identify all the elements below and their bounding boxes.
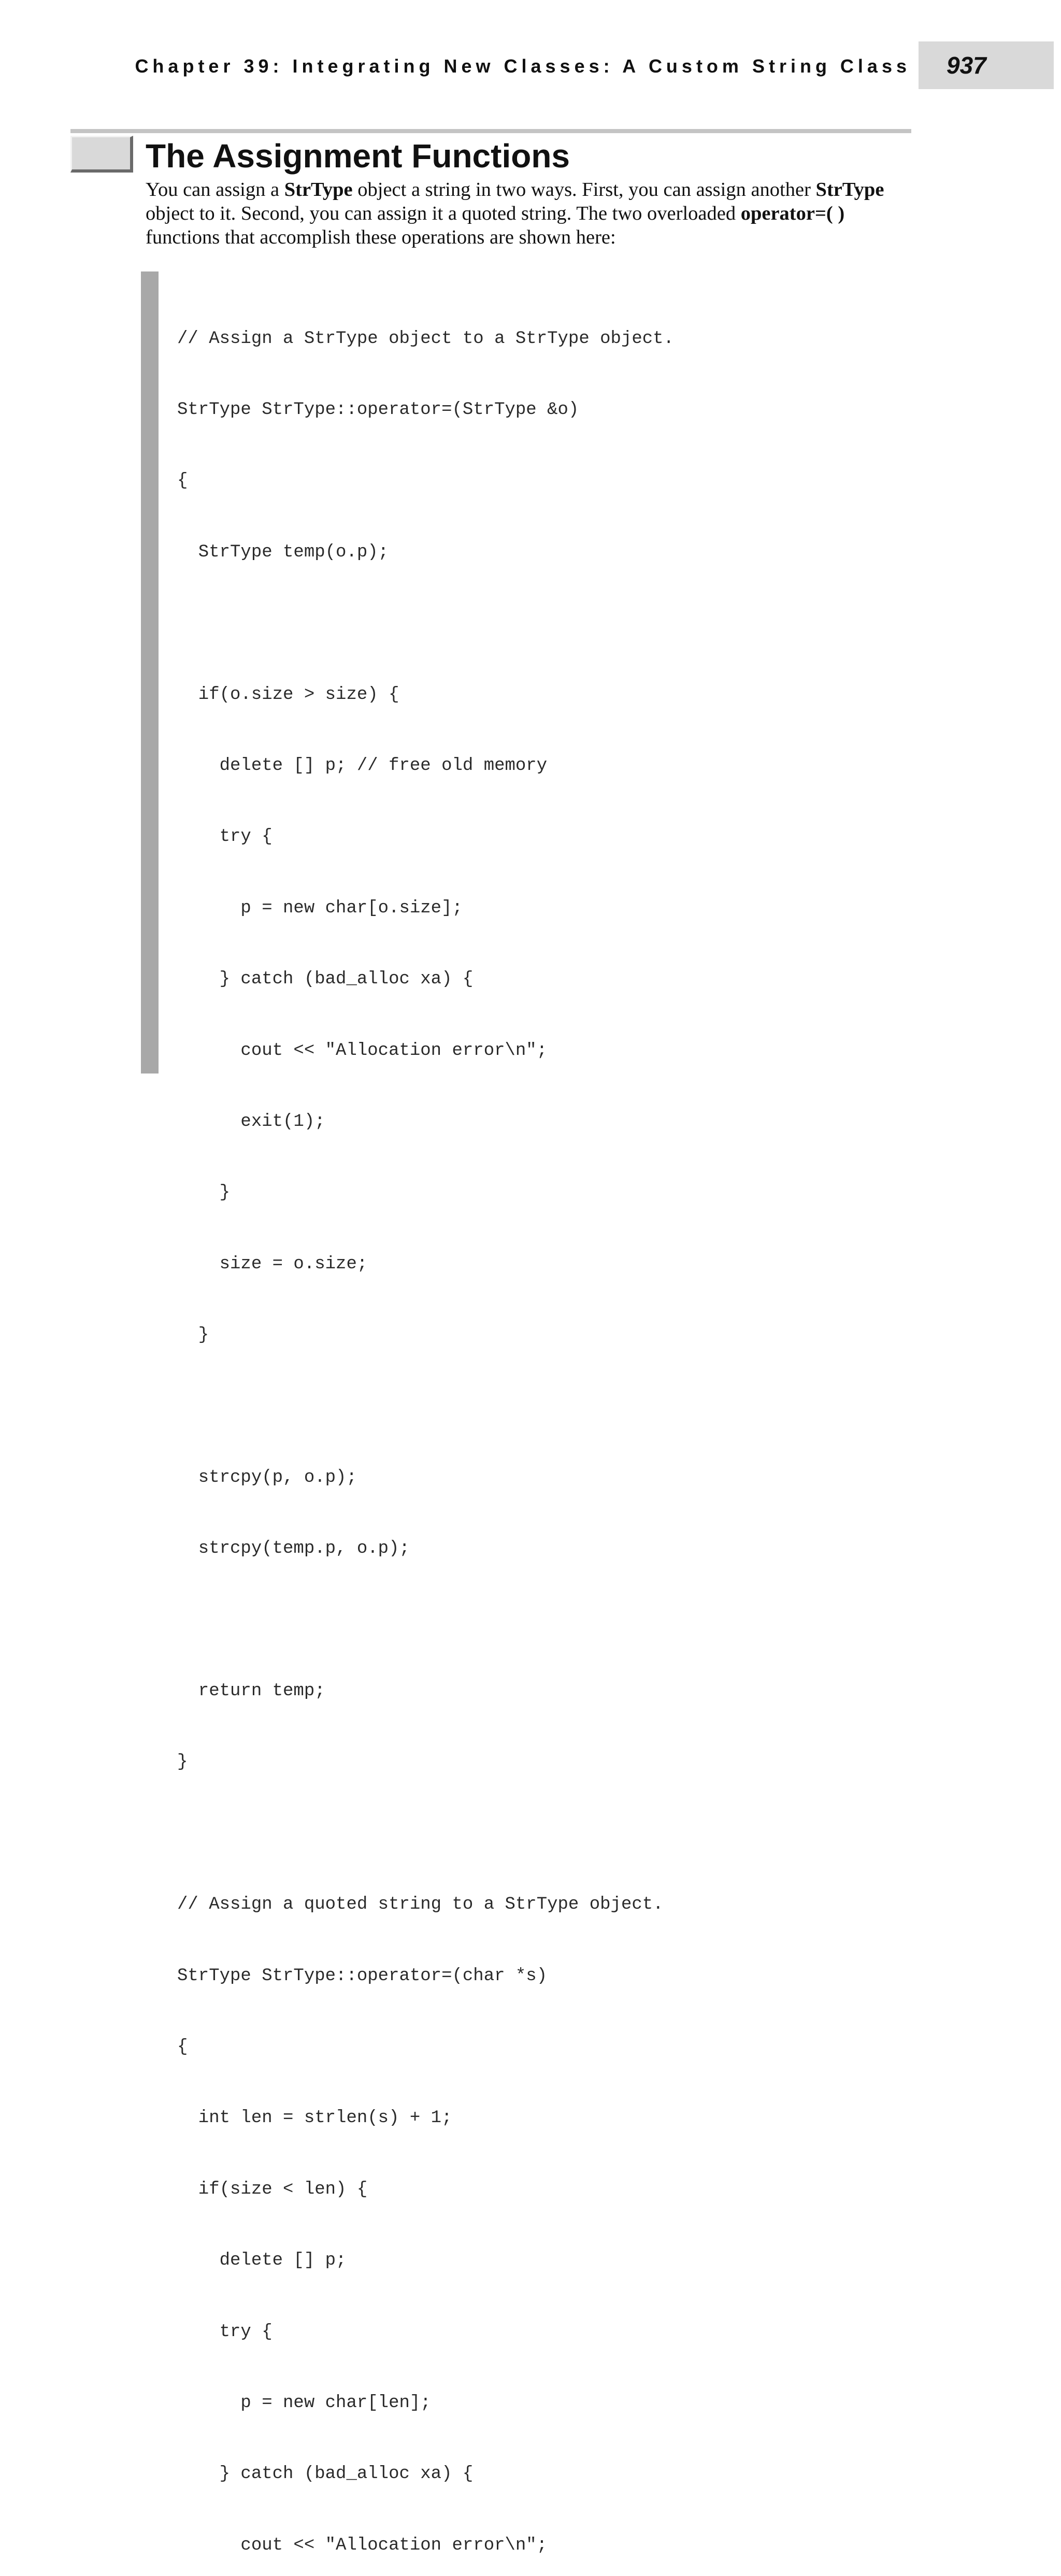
code-line: delete [] p;: [177, 2251, 347, 2271]
code-line: size = o.size;: [177, 1254, 368, 1274]
page-number: 937: [947, 52, 986, 79]
code-line: strcpy(p, o.p);: [177, 1467, 357, 1487]
code-listing: [177, 280, 674, 2576]
section-title: The Assignment Functions: [146, 137, 570, 175]
body-paragraph: [146, 178, 892, 249]
section-marker: [70, 136, 133, 173]
paragraph-code-term: StrType: [815, 179, 884, 201]
code-line: } catch (bad_alloc xa) {: [177, 2464, 474, 2484]
code-line: StrType StrType::operator=(char *s): [177, 1966, 548, 1986]
paragraph-text: object a string in two ways. First, you can assign another: [352, 179, 816, 201]
code-listing-bar: [141, 271, 159, 1074]
code-line: p = new char[len];: [177, 2393, 431, 2413]
code-line: try {: [177, 827, 273, 847]
page-number-box: [919, 41, 1054, 89]
code-line: delete [] p; // free old memory: [177, 755, 548, 776]
code-line: // Assign a quoted string to a StrType object.: [177, 1895, 664, 1915]
running-header: Chapter 39: Integrating New Classes: A Custom String Class: [135, 55, 911, 77]
code-line: {: [177, 471, 188, 491]
code-line: }: [177, 1752, 188, 1772]
code-line: if(o.size > size) {: [177, 684, 399, 705]
code-line: StrType StrType::operator=(StrType &o): [177, 399, 579, 420]
code-line: }: [177, 1183, 231, 1203]
code-line: cout << "Allocation error\n";: [177, 2535, 548, 2555]
paragraph-text: object to it. Second, you can assign it a quoted string. The two overloaded: [146, 203, 741, 224]
code-line: }: [177, 1325, 209, 1346]
code-line: StrType temp(o.p);: [177, 542, 389, 562]
paragraph-code-term: operator=( ): [740, 203, 845, 224]
code-line: cout << "Allocation error\n";: [177, 1040, 548, 1061]
code-line: try {: [177, 2322, 273, 2342]
paragraph-code-term: StrType: [284, 179, 353, 201]
code-line: [177, 1609, 674, 1633]
paragraph-text: functions that accomplish these operations are shown here:: [146, 226, 616, 248]
code-line: } catch (bad_alloc xa) {: [177, 969, 474, 990]
code-line: int len = strlen(s) + 1;: [177, 2108, 452, 2128]
code-line: return temp;: [177, 1681, 325, 1701]
code-line: [177, 612, 674, 636]
section-rule: [70, 129, 911, 133]
code-line: // Assign a StrType object to a StrType object.: [177, 328, 674, 349]
code-line: strcpy(temp.p, o.p);: [177, 1539, 410, 1559]
code-line: {: [177, 2037, 188, 2057]
code-line: if(size < len) {: [177, 2179, 368, 2199]
code-line: p = new char[o.size];: [177, 898, 463, 918]
paragraph-text: You can assign a: [146, 179, 284, 201]
code-line: [177, 1822, 674, 1846]
code-line: [177, 1395, 674, 1419]
code-line: exit(1);: [177, 1111, 325, 1132]
